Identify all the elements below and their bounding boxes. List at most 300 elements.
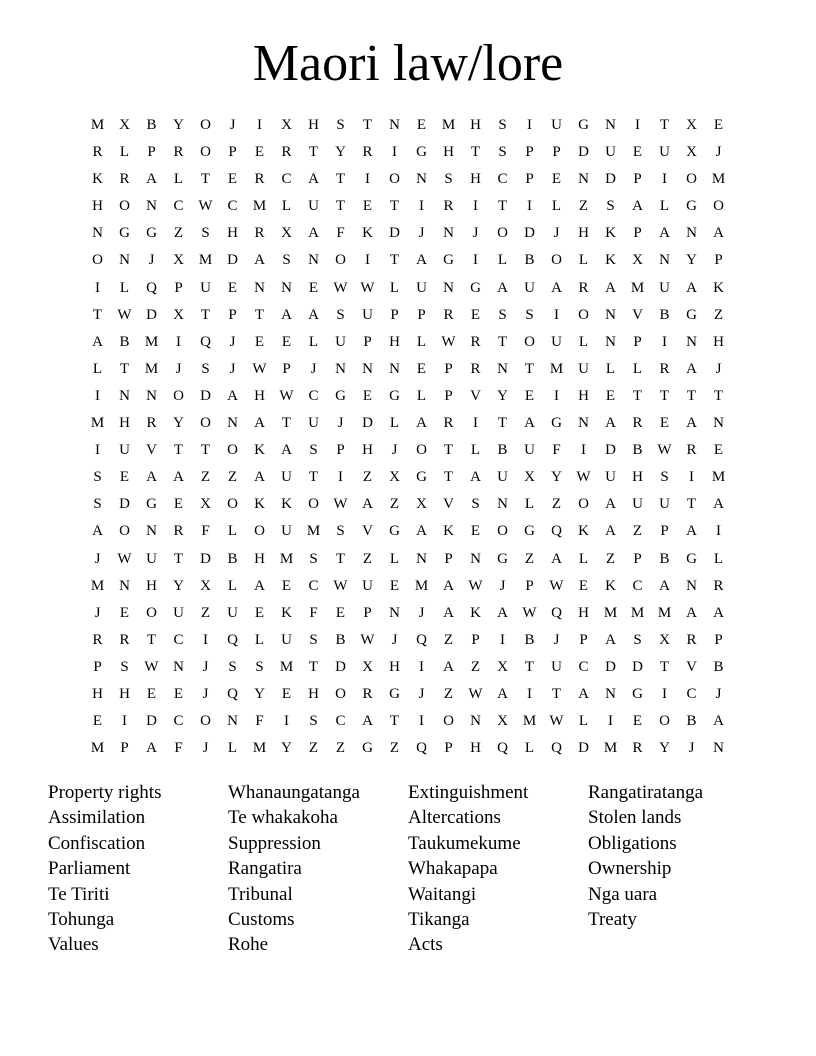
grid-letter: N <box>497 496 508 513</box>
word-item: Te whakakoha <box>228 807 338 829</box>
grid-letter: A <box>497 685 508 702</box>
grid-letter: I <box>338 469 343 486</box>
word-item: Confiscation <box>48 832 146 854</box>
grid-letter: V <box>362 523 373 540</box>
word-item: Rangatira <box>228 858 302 880</box>
grid-letter: K <box>578 523 589 540</box>
grid-letter: N <box>281 279 292 296</box>
word-item: Acts <box>408 934 443 956</box>
word-item: Suppression <box>228 832 321 854</box>
grid-letter: E <box>254 604 265 621</box>
grid-letter: E <box>227 171 238 188</box>
grid-letter: D <box>335 658 346 675</box>
grid-letter: S <box>633 631 642 648</box>
word-item: Customs <box>228 909 295 931</box>
grid-letter: N <box>605 117 616 133</box>
grid-letter: C <box>173 631 184 648</box>
grid-letter: T <box>200 306 211 323</box>
grid-letter: U <box>659 144 670 161</box>
grid-letter: A <box>713 496 724 513</box>
grid-letter: O <box>254 523 265 540</box>
grid-letter: L <box>713 550 724 567</box>
grid-letter: I <box>257 117 262 133</box>
grid-letter: K <box>605 577 616 594</box>
grid-letter: A <box>146 469 157 486</box>
grid-letter: T <box>92 306 103 323</box>
grid-letter: T <box>524 360 535 377</box>
grid-letter: M <box>279 658 294 675</box>
grid-letter: G <box>578 117 589 133</box>
grid-letter: D <box>605 442 616 459</box>
grid-letter: D <box>200 387 211 404</box>
grid-letter: R <box>686 631 697 648</box>
grid-letter: T <box>686 387 697 404</box>
grid-letter: G <box>686 550 697 567</box>
grid-letter: O <box>497 523 508 540</box>
grid-letter: X <box>389 469 400 486</box>
word-item: Extinguishment <box>408 782 529 803</box>
grid-letter: G <box>146 225 157 242</box>
grid-letter: P <box>336 442 345 459</box>
grid-letter: S <box>444 171 453 188</box>
grid-letter: A <box>524 415 535 432</box>
grid-letter: A <box>470 469 481 486</box>
grid-letter: O <box>416 442 427 459</box>
grid-letter: Q <box>551 523 562 540</box>
grid-letter: J <box>688 740 695 757</box>
grid-letter: U <box>227 604 238 621</box>
grid-letter: L <box>578 333 589 350</box>
grid-letter: N <box>335 360 346 377</box>
grid-letter: N <box>578 415 589 432</box>
grid-letter: J <box>418 604 425 621</box>
grid-letter: T <box>308 469 319 486</box>
grid-letter: W <box>117 306 132 323</box>
grid-letter: P <box>552 144 561 161</box>
grid-letter: I <box>689 469 694 486</box>
grid-letter: N <box>605 333 616 350</box>
grid-letter: J <box>391 631 398 648</box>
grid-letter: J <box>202 740 209 757</box>
grid-letter: M <box>306 523 321 540</box>
grid-letter: J <box>418 685 425 702</box>
grid-letter: L <box>524 496 535 513</box>
grid-letter: X <box>173 306 184 323</box>
grid-letter: O <box>389 171 400 188</box>
grid-letter: Z <box>227 469 238 486</box>
grid-letter: A <box>443 577 454 594</box>
grid-row <box>84 546 732 573</box>
grid-letter: O <box>200 415 211 432</box>
grid-letter: W <box>333 279 348 296</box>
grid-letter: O <box>524 333 535 350</box>
grid-letter: M <box>522 713 537 730</box>
grid-letter: M <box>603 740 618 757</box>
grid-letter: N <box>146 387 157 404</box>
grid-letter: J <box>553 225 560 242</box>
grid-letter: B <box>146 117 157 133</box>
grid-letter: U <box>605 469 616 486</box>
grid-letter: S <box>498 144 507 161</box>
grid-letter: W <box>252 360 267 377</box>
grid-letter: N <box>146 523 157 540</box>
grid-letter: E <box>308 279 319 296</box>
grid-letter: O <box>119 198 130 215</box>
grid-letter: T <box>443 442 454 459</box>
grid-letter: H <box>227 225 238 242</box>
grid-letter: P <box>444 740 453 757</box>
grid-letter: A <box>605 631 616 648</box>
grid-letter: X <box>281 225 292 242</box>
grid-letter: O <box>92 252 103 269</box>
grid-letter: T <box>713 387 724 404</box>
grid-letter: S <box>309 550 318 567</box>
grid-letter: U <box>281 631 292 648</box>
grid-letter: I <box>716 523 721 540</box>
grid-letter: Z <box>362 469 373 486</box>
grid-letter: E <box>281 685 292 702</box>
grid-letter: X <box>281 117 292 133</box>
grid-letter: Z <box>389 740 400 757</box>
grid-row <box>84 735 732 762</box>
grid-letter: L <box>281 198 292 215</box>
grid-letter: E <box>389 577 400 594</box>
grid-letter: L <box>227 577 238 594</box>
grid-letter: S <box>336 117 345 133</box>
grid-letter: L <box>659 198 670 215</box>
grid-letter: A <box>686 360 697 377</box>
grid-letter: X <box>173 252 184 269</box>
grid-letter: B <box>497 442 508 459</box>
grid-letter: E <box>281 333 292 350</box>
grid-letter: L <box>578 252 589 269</box>
grid-letter: R <box>362 144 373 161</box>
grid-row <box>84 410 732 437</box>
grid-letter: S <box>309 631 318 648</box>
grid-letter: X <box>416 496 427 513</box>
grid-row <box>84 708 732 735</box>
grid-letter: S <box>201 360 210 377</box>
word-column <box>48 780 228 958</box>
grid-letter: G <box>389 685 400 702</box>
grid-letter: Q <box>551 604 562 621</box>
grid-letter: A <box>497 604 508 621</box>
grid-letter: N <box>173 658 184 675</box>
grid-letter: D <box>146 713 157 730</box>
grid-letter: A <box>308 171 319 188</box>
grid-letter: T <box>308 144 319 161</box>
grid-letter: Y <box>551 469 562 486</box>
grid-letter: X <box>362 658 373 675</box>
grid-letter: A <box>605 279 616 296</box>
grid-letter: J <box>418 225 425 242</box>
grid-letter: I <box>419 713 424 730</box>
grid-letter: Z <box>443 685 454 702</box>
grid-letter: E <box>551 171 562 188</box>
grid-letter: P <box>363 604 372 621</box>
grid-letter: O <box>146 604 157 621</box>
grid-letter: G <box>119 225 130 242</box>
grid-letter: J <box>337 415 344 432</box>
grid-letter: W <box>441 333 456 350</box>
grid-letter: D <box>119 496 130 513</box>
grid-letter: E <box>281 577 292 594</box>
word-column <box>588 780 768 958</box>
grid-letter: H <box>389 658 400 675</box>
grid-letter: V <box>686 658 697 675</box>
grid-letter: Y <box>173 117 184 133</box>
grid-letter: E <box>470 523 481 540</box>
grid-letter: K <box>470 604 481 621</box>
grid-letter: I <box>473 415 478 432</box>
grid-letter: B <box>524 631 535 648</box>
grid-letter: M <box>90 415 105 432</box>
grid-letter: P <box>444 360 453 377</box>
grid-letter: M <box>630 279 645 296</box>
word-item: Assimilation <box>48 807 146 829</box>
grid-letter: W <box>576 469 591 486</box>
grid-letter: T <box>200 171 211 188</box>
grid-letter: N <box>362 360 373 377</box>
grid-letter: U <box>551 333 562 350</box>
grid-letter: P <box>714 631 723 648</box>
grid-letter: S <box>255 658 264 675</box>
grid-letter: X <box>686 144 697 161</box>
grid-letter: A <box>416 415 427 432</box>
grid-letter: A <box>416 252 427 269</box>
grid-letter: A <box>605 523 616 540</box>
grid-letter: Z <box>362 550 373 567</box>
grid-letter: M <box>90 117 105 133</box>
grid-letter: P <box>282 360 291 377</box>
grid-letter: E <box>578 577 589 594</box>
grid-letter: N <box>686 333 697 350</box>
grid-row <box>84 193 732 220</box>
grid-letter: S <box>498 117 507 133</box>
word-item: Property rights <box>48 782 162 803</box>
grid-letter: H <box>470 117 481 133</box>
grid-letter: O <box>578 496 589 513</box>
grid-letter: A <box>281 442 292 459</box>
grid-row <box>84 247 732 274</box>
grid-letter: A <box>686 415 697 432</box>
grid-letter: P <box>633 225 642 242</box>
grid-letter: T <box>470 144 481 161</box>
word-item: Taukumekume <box>408 832 521 854</box>
grid-letter: O <box>578 306 589 323</box>
grid-letter: T <box>335 550 346 567</box>
grid-letter: R <box>632 740 643 757</box>
grid-letter: Z <box>200 604 211 621</box>
grid-letter: I <box>473 252 478 269</box>
grid-letter: L <box>92 360 103 377</box>
grid-letter: R <box>173 144 184 161</box>
grid-letter: D <box>524 225 535 242</box>
grid-letter: T <box>173 550 184 567</box>
grid-letter: A <box>254 469 265 486</box>
grid-letter: B <box>659 550 670 567</box>
grid-letter: P <box>417 306 426 323</box>
grid-letter: Q <box>200 333 211 350</box>
grid-letter: U <box>551 117 562 133</box>
grid-letter: N <box>443 225 454 242</box>
grid-letter: I <box>365 252 370 269</box>
grid-letter: J <box>391 442 398 459</box>
grid-letter: H <box>308 685 319 702</box>
grid-letter: G <box>497 550 508 567</box>
word-item: Nga uara <box>588 883 658 905</box>
grid-letter: Q <box>227 631 238 648</box>
grid-letter: A <box>713 604 724 621</box>
grid-letter: P <box>228 306 237 323</box>
grid-letter: S <box>93 496 102 513</box>
grid-letter: E <box>254 333 265 350</box>
grid-letter: Q <box>146 279 157 296</box>
grid-letter: U <box>281 469 292 486</box>
grid-letter: P <box>120 740 129 757</box>
grid-letter: E <box>119 604 130 621</box>
grid-letter: O <box>497 225 508 242</box>
grid-letter: I <box>365 171 370 188</box>
word-item: Stolen lands <box>588 807 682 829</box>
word-item: Tribunal <box>228 883 293 905</box>
grid-letter: L <box>551 198 562 215</box>
grid-letter: W <box>468 577 483 594</box>
grid-letter: E <box>632 144 643 161</box>
grid-letter: O <box>200 713 211 730</box>
grid-letter: L <box>470 442 481 459</box>
grid-letter: X <box>524 469 535 486</box>
grid-letter: T <box>173 442 184 459</box>
grid-letter: I <box>527 198 532 215</box>
grid-letter: P <box>633 171 642 188</box>
grid-letter: C <box>173 198 184 215</box>
grid-letter: K <box>362 225 373 242</box>
grid-letter: E <box>713 442 724 459</box>
grid-letter: N <box>713 415 724 432</box>
grid-letter: D <box>605 171 616 188</box>
grid-letter: I <box>581 442 586 459</box>
grid-letter: A <box>443 604 454 621</box>
grid-letter: T <box>524 658 535 675</box>
grid-letter: G <box>686 198 697 215</box>
grid-letter: A <box>659 577 670 594</box>
grid-letter: J <box>94 550 101 567</box>
grid-letter: P <box>174 279 183 296</box>
grid-letter: T <box>497 415 508 432</box>
grid-letter: M <box>198 252 213 269</box>
word-item: Tohunga <box>48 909 115 931</box>
grid-letter: N <box>605 306 616 323</box>
grid-letter: T <box>497 198 508 215</box>
grid-letter: N <box>389 604 400 621</box>
grid-letter: J <box>715 685 722 702</box>
grid-letter: Z <box>443 631 454 648</box>
grid-row <box>84 573 732 600</box>
grid-letter: I <box>662 333 667 350</box>
word-item: Ownership <box>588 858 672 880</box>
grid-letter: P <box>525 577 534 594</box>
grid-row <box>84 518 732 545</box>
grid-letter: A <box>227 387 238 404</box>
grid-letter: M <box>144 333 159 350</box>
grid-letter: O <box>659 713 670 730</box>
grid-letter: A <box>443 658 454 675</box>
grid-row <box>84 383 732 410</box>
grid-letter: X <box>200 577 211 594</box>
grid-letter: F <box>552 442 561 459</box>
grid-letter: R <box>632 415 643 432</box>
grid-letter: H <box>389 333 400 350</box>
grid-letter: O <box>335 685 346 702</box>
grid-letter: D <box>632 658 643 675</box>
grid-letter: C <box>281 171 292 188</box>
grid-letter: H <box>308 117 319 133</box>
grid-letter: A <box>362 496 373 513</box>
grid-letter: H <box>92 198 103 215</box>
grid-row <box>84 464 732 491</box>
grid-letter: A <box>605 496 616 513</box>
grid-letter: U <box>551 658 562 675</box>
grid-letter: U <box>146 550 157 567</box>
word-item: Treaty <box>588 909 637 931</box>
grid-letter: K <box>92 171 103 188</box>
grid-letter: O <box>119 523 130 540</box>
grid-letter: D <box>200 550 211 567</box>
grid-letter: M <box>414 577 429 594</box>
grid-letter: G <box>362 740 373 757</box>
grid-letter: P <box>147 144 156 161</box>
word-item: Waitangi <box>408 883 477 905</box>
grid-letter: L <box>605 360 616 377</box>
grid-letter: N <box>92 225 103 242</box>
grid-letter: C <box>227 198 238 215</box>
grid-letter: W <box>657 442 672 459</box>
grid-letter: O <box>227 496 238 513</box>
grid-letter: D <box>389 225 400 242</box>
grid-letter: Q <box>551 740 562 757</box>
grid-letter: Z <box>632 523 643 540</box>
grid-letter: H <box>713 333 724 350</box>
grid-letter: P <box>444 550 453 567</box>
grid-row <box>84 302 732 329</box>
grid-letter: E <box>146 685 157 702</box>
grid-letter: J <box>148 252 155 269</box>
grid-letter: W <box>360 279 375 296</box>
grid-row <box>84 166 732 193</box>
grid-letter: U <box>335 333 346 350</box>
grid-letter: Y <box>254 685 265 702</box>
grid-letter: D <box>578 144 589 161</box>
grid-letter: R <box>470 360 481 377</box>
grid-letter: I <box>392 144 397 161</box>
grid-letter: J <box>472 225 479 242</box>
grid-letter: V <box>443 496 454 513</box>
grid-letter: H <box>362 442 373 459</box>
grid-letter: R <box>119 171 130 188</box>
grid-letter: U <box>173 604 184 621</box>
grid-letter: O <box>227 442 238 459</box>
grid-letter: W <box>333 577 348 594</box>
grid-letter: D <box>362 415 373 432</box>
grid-letter: P <box>93 658 102 675</box>
grid-letter: P <box>714 252 723 269</box>
grid-letter: I <box>662 685 667 702</box>
grid-letter: C <box>632 577 643 594</box>
grid-letter: T <box>659 387 670 404</box>
grid-letter: J <box>229 333 236 350</box>
grid-letter: L <box>578 713 589 730</box>
